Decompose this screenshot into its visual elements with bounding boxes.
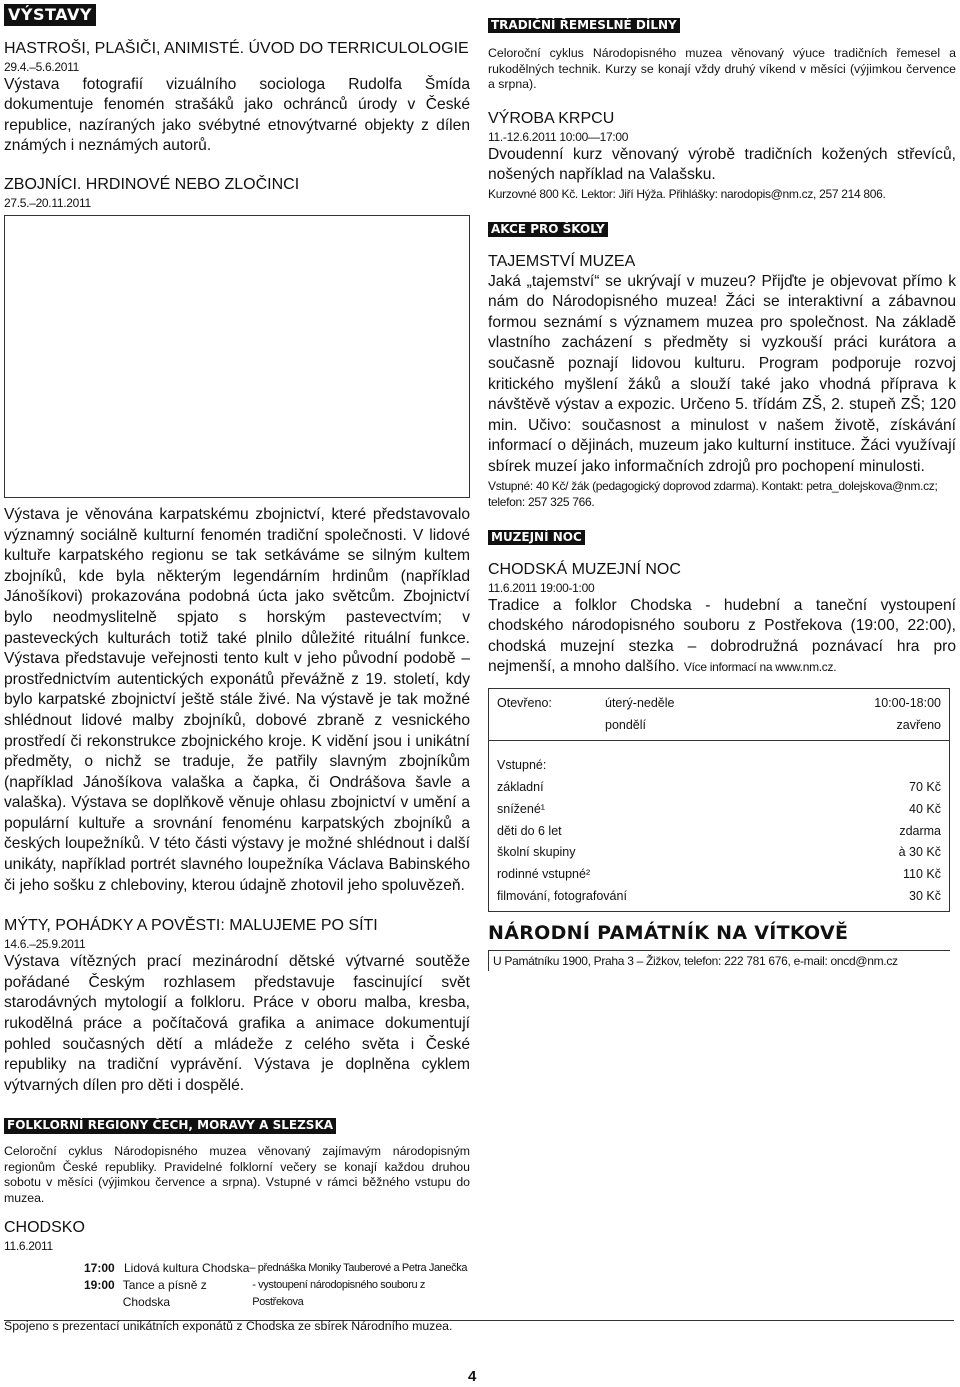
opening-row xyxy=(497,715,941,737)
folklore-title: CHODSKO xyxy=(4,1219,85,1237)
admission xyxy=(489,740,949,911)
museum-night-date: 11.6.2011 19:00-1:00 xyxy=(488,580,595,595)
opening-hours xyxy=(489,689,949,740)
exhibition-text: Výstava fotografií vizuálního sociologa Rudolfa Šmída dokumentuje fenomén strašáků jako ochránců úrody v České republice, nazíraných jako svébytné etnovýtvarné objekty z dílen známých i neznámých autorů. xyxy=(4,75,470,155)
museum-night-text: Tradice a folklor Chodska - hudební a taneční vystoupení chodského národopisného souboru z Postřekova (19:00, 22:00), chodská muzejní stezka – dobrodružná poznávací hra pro nejmenší, a mnoho dalšího. Více informací na www.nm.cz. xyxy=(488,596,956,676)
right-column xyxy=(488,16,956,971)
admission-label: Vstupné: xyxy=(497,758,547,773)
admission-row: děti do 6 let zdarma xyxy=(497,823,941,838)
folklore-schedule xyxy=(84,1260,470,1311)
exhibition-title: MÝTY, POHÁDKY A POVĚSTI: MALUJEME PO SÍTI xyxy=(4,917,378,935)
schedule-time: 19:00 xyxy=(84,1278,115,1293)
section-badge-schools: AKCE PRO ŠKOLY xyxy=(488,222,608,237)
exhibition-scarecrows xyxy=(4,39,470,157)
crafts-date: 11.-12.6.2011 10:00—17:00 xyxy=(488,129,629,144)
admission-row: rodinné vstupné² 110 Kč xyxy=(497,866,941,881)
schedule-time: 17:00 xyxy=(84,1261,115,1276)
exhibition-outlaws xyxy=(4,175,470,896)
admission-row: snížené¹ 40 Kč xyxy=(497,801,941,816)
exhibition-text: Výstava je věnována karpatskému zbojnictví, které představovalo významný sociálně kulturní fenomén tradiční společnosti. V lidové kultuře karpatského regionu se tak setkáváme se silným kultem zbojníků, kde byla některým legendárním hrdinům (například Jánošíkovi) prokazována podobná úcta jako světcům. Zbojnictví bylo neodmyslitelně spjato s horským pastevectvím; v pasteveckých kulturách totiž také plnilo důležité rituální funkce. Výstava představuje veřejnosti tento kult v jeho původní podobě – prostřednictvím autentických exponátů převážně z 19. století, kdy bylo karpatské zbojnictví ještě stále živé. Na výstavě je tak možné shlédnout lidové malby zbojníků, dobové zbraně z vesnického prostředí či rekonstrukce zbojnického kroje. K vidění jsou i unikátní předměty, o nichž se traduje, že patřily slavným zbojníkům (například Jánošíkova valaška a čapka, či Ondrášova šavle a valaška). Výstava se doplňkově věnuje ohlasu zbojnictví v umění a populární kultuře a srovnání fenoménu karpatských zbojníků a českých loupežníků. V této části výstavy je možné shlédnout i další unikáty, například portrét slavného loupežníka Václava Babinského či jeho sošku z chleboviny, kterou údajně zhotovil jeho spoluvězeň. xyxy=(4,505,470,894)
left-column xyxy=(4,4,470,1335)
schedule-row xyxy=(84,1277,470,1311)
exhibition-date: 29.4.–5.6.2011 xyxy=(4,59,79,74)
section-badge-exhibitions: VÝSTAVY xyxy=(4,4,96,26)
crafts-intro: Celoroční cyklus Národopisného muzea věnovaný výuce tradičních řemesel a rukodělných technik. Kurzy se konají vždy druhý víkend v měsíci (výjimkou července a srpna). xyxy=(488,46,956,91)
crafts-title: VÝROBA KRPCU xyxy=(488,109,615,127)
museum-night-section xyxy=(488,528,956,678)
section-badge-museum-night: MUZEJNÍ NOC xyxy=(488,530,585,545)
section-badge-crafts: TRADIČNÍ ŘEMESLNÉ DÍLNY xyxy=(488,18,680,33)
folklore-section xyxy=(4,1116,470,1335)
crafts-note: Kurzovné 800 Kč. Lektor: Jiří Hýža. Přihlášky: narodopis@nm.cz, 257 214 806. xyxy=(488,186,886,201)
opening-day: úterý-neděle xyxy=(605,696,675,710)
schools-note: Vstupné: 40 Kč/ žák (pedagogický doprovod zdarma). Kontakt: petra_dolejskova@nm.cz; telefon: 257 325 766. xyxy=(488,478,938,509)
folklore-footer: Spojeno s prezentací unikátních exponátů z Chodska ze sbírek Národního muzea. xyxy=(4,1319,453,1334)
schedule-main: Tance a písně z Chodska xyxy=(122,1278,207,1310)
opening-value: zavřeno xyxy=(896,717,941,732)
exhibition-date: 14.6.–25.9.2011 xyxy=(4,937,86,952)
schools-section xyxy=(488,220,956,510)
admission-row: školní skupiny à 30 Kč xyxy=(497,845,941,860)
exhibition-title: ZBOJNÍCI. HRDINOVÉ NEBO ZLOČINCI xyxy=(4,175,300,193)
museum-night-more: Více informací na www.nm.cz. xyxy=(683,660,837,675)
opening-label: Otevřeno: xyxy=(497,696,552,710)
crafts-text: Dvoudenní kurz věnovaný výrobě tradičních kožených střevíců, nošených například na Valašsku. xyxy=(488,145,956,184)
schedule-sub: – přednáška Moniky Tauberové a Petra Janečka xyxy=(249,1262,468,1275)
section-badge-folklore: FOLKLORNÍ REGIONY ČECH, MORAVY A SLEZSKA xyxy=(4,1118,336,1133)
opening-row xyxy=(497,693,941,715)
exhibition-photo xyxy=(4,215,470,498)
schedule-main: Lidová kultura Chodska xyxy=(124,1261,250,1276)
admission-row: základní 70 Kč xyxy=(497,780,941,795)
admission-row: filmování, fotografování 30 Kč xyxy=(497,888,941,903)
info-table xyxy=(488,688,950,912)
schools-title: TAJEMSTVÍ MUZEA xyxy=(488,252,636,270)
exhibition-myths xyxy=(4,916,470,1096)
museum-night-title: CHODSKÁ MUZEJNÍ NOC xyxy=(488,560,681,578)
page-number: 4 xyxy=(468,1368,477,1385)
footer-rule xyxy=(4,1320,954,1321)
folklore-date: 11.6.2011 xyxy=(4,1239,53,1254)
schedule-row xyxy=(84,1260,470,1277)
schedule-sub: - vystoupení národopisného souboru z Postřekova xyxy=(252,1279,425,1309)
memorial-address: U Památníku 1900, Praha 3 – Žižkov, telefon: 222 781 676, e-mail: oncd@nm.cz xyxy=(488,950,950,971)
opening-value: 10:00-18:00 xyxy=(874,696,941,710)
memorial-title: NÁRODNÍ PAMÁTNÍK NA VÍTKOVĚ xyxy=(488,922,849,945)
exhibition-text: Výstava vítězných prací mezinárodní dětské výtvarné soutěže pořádané Českým rozhlasem představuje fascinující svět starodávných mytologií a folkloru. Práce v oboru malba, kresba, rukodělná práce a počítačová grafika a animace dokumentují pohled současných dětí a mládeže z celého světa i České republiky na tradiční vyprávění. Výstava je doplněna cyklem výtvarných dílen pro děti i dospělé. xyxy=(4,953,470,1094)
exhibition-title: HASTROŠI, PLAŠIČI, ANIMISTÉ. ÚVOD DO TERRICULOLOGIE xyxy=(4,39,469,57)
opening-day: pondělí xyxy=(605,717,647,732)
folklore-intro: Celoroční cyklus Národopisného muzea věnovaný zajímavým národopisným regionům České republiky. Pravidelné folklorní večery se konají každou druhou sobotu v měsíci (výjimkou července a srpna). Vstupné v rámci běžného vstupu do muzea. xyxy=(4,1144,470,1205)
exhibition-date: 27.5.–20.11.2011 xyxy=(4,195,91,210)
schools-text: Jaká „tajemství“ se ukrývají v muzeu? Přijďte je objevovat přímo k nám do Národopisného muzea! Žáci se interaktivní a zábavnou formou seznámí s významem muzea pro společnost. Na základě vlastního zacházení s předměty si vyzkouší práci kurátora a současně poznají lidovou kulturu. Program podporuje rozvoj kritického myšlení žáků a slouží také jako vhodná příprava k návštěvě výstav a expozic. Určeno 5. třídám ZŠ, 2. stupeň ZŠ; 120 min. Učivo: současnost a minulost v našem životě, získávání informací o dějinách, muzeum jako kulturní instituce. Žáci využívají sbírek muzeí jako informačních zdrojů pro pochopení minulosti. xyxy=(488,272,956,476)
